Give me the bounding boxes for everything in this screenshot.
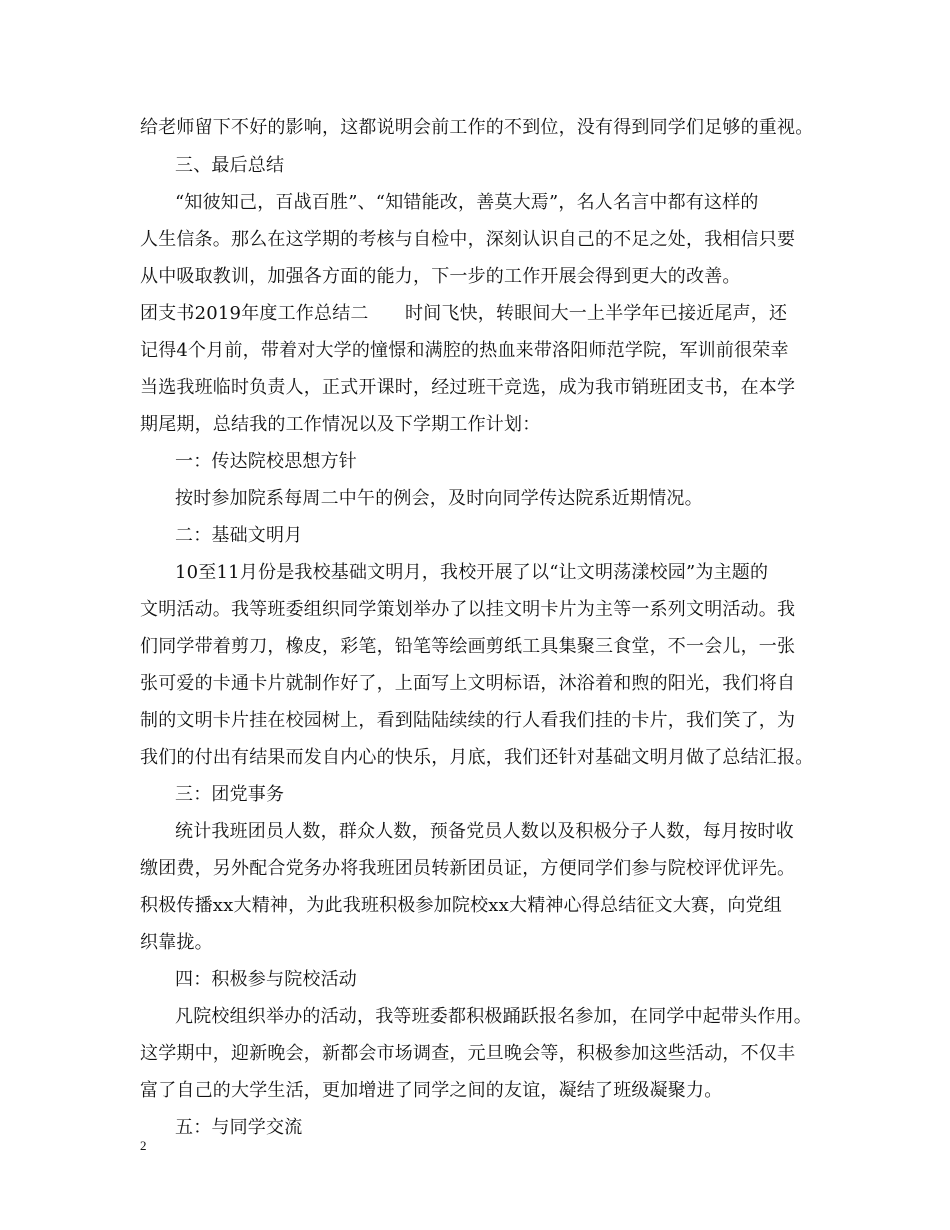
section-heading: 二：基础文明月 <box>175 525 303 546</box>
text-line: 们同学带着剪刀，橡皮，彩笔，铅笔等绘画剪纸工具集聚三食堂，不一会儿，一张 <box>140 636 796 657</box>
page-number: 2 <box>140 1138 147 1153</box>
text-line: 期尾期，总结我的工作情况以及下学期工作计划： <box>140 414 541 435</box>
text-line: 我们的付出有结果而发自内心的快乐，月底，我们还针对基础文明月做了总结汇报。 <box>140 747 814 768</box>
section-heading: 四：积极参与院校活动 <box>175 969 357 990</box>
text-line: 团支书2019年度工作总结二 时间飞快，转眼间大一上半学年已接近尾声，还 <box>140 303 788 324</box>
text-line: 积极传播xx大精神，为此我班积极参加院校xx大精神心得总结征文大赛，向党组 <box>140 895 783 916</box>
text-line: 凡院校组织举办的活动，我等班委都积极踊跃报名参加，在同学中起带头作用。 <box>175 1006 812 1027</box>
section-heading: 五：与同学交流 <box>175 1117 303 1138</box>
text-line: 缴团费，另外配合党务办将我班团员转新团员证，方便同学们参与院校评优评先。 <box>140 858 796 879</box>
text-line: “知彼知己，百战百胜”、“知错能改，善莫大焉”，名人名言中都有这样的 <box>175 192 759 213</box>
text-line: 这学期中，迎新晚会，新都会市场调查，元旦晚会等，积极参加这些活动，不仅丰 <box>140 1043 796 1064</box>
text-line: 当选我班临时负责人，正式开课时，经过班干竞选，成为我市销班团支书，在本学 <box>140 377 796 398</box>
section-heading: 三：团党事务 <box>175 784 285 805</box>
text-line: 制的文明卡片挂在校园树上，看到陆陆续续的行人看我们挂的卡片，我们笑了，为 <box>140 710 796 731</box>
text-line: 按时参加院系每周二中午的例会，及时向同学传达院系近期情况。 <box>175 488 703 509</box>
text-line: 10至11月份是我校基础文明月，我校开展了以“让文明荡漾校园”为主题的 <box>175 562 769 583</box>
text-line: 从中吸取教训，加强各方面的能力，下一步的工作开展会得到更大的改善。 <box>140 266 741 287</box>
text-line: 统计我班团员人数，群众人数，预备党员人数以及积极分子人数，每月按时收 <box>175 821 794 842</box>
text-line: 记得4个月前，带着对大学的憧憬和满腔的热血来带洛阳师范学院，军训前很荣幸 <box>140 340 789 361</box>
text-line: 人生信条。那么在这学期的考核与自检中，深刻认识自己的不足之处，我相信只要 <box>140 229 796 250</box>
text-line: 张可爱的卡通卡片就制作好了，上面写上文明标语，沐浴着和煦的阳光，我们将自 <box>140 673 796 694</box>
text-line: 文明活动。我等班委组织同学策划举办了以挂文明卡片为主等一系列文明活动。我 <box>140 599 796 620</box>
section-heading: 一：传达院校思想方针 <box>175 451 357 472</box>
text-line: 给老师留下不好的影响，这都说明会前工作的不到位，没有得到同学们足够的重视。 <box>140 117 814 138</box>
section-heading: 三、最后总结 <box>175 155 285 176</box>
text-line: 富了自己的大学生活，更加增进了同学之间的友谊，凝结了班级凝聚力。 <box>140 1080 723 1101</box>
text-line: 织靠拢。 <box>140 932 213 953</box>
